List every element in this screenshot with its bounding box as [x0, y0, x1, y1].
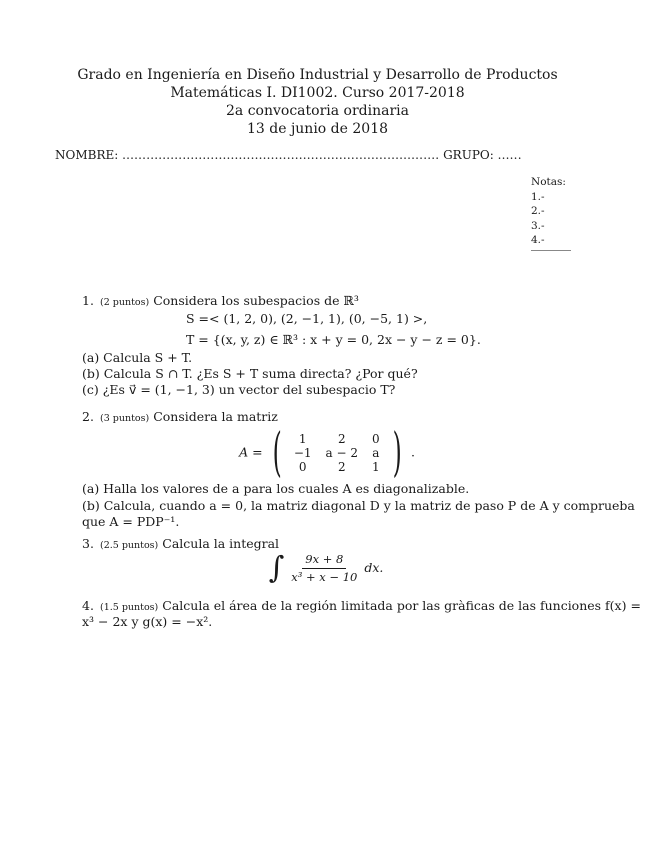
student-info-row — [55, 148, 522, 164]
subspace-S: S =< (1, 2, 0), (2, −1, 1), (0, −5, 1) >, — [186, 311, 428, 327]
problem-1-points: (2 puntos) — [99, 297, 150, 308]
subspace-T: T = {(x, y, z) ∈ ℝ³ : x + y = 0, 2x − y − z = 0}. — [186, 331, 481, 347]
integrand-denominator: x³ + x − 10 — [291, 570, 358, 585]
exam-date: 13 de junio de 2018 — [246, 121, 389, 137]
matrix-A: ( 1 2 0 −1 a − 2 a 0 2 1 ) — [272, 423, 402, 484]
problem-1-part-a: (a) Calcula S + T. — [82, 349, 193, 365]
grade-item-1: 1.- — [531, 190, 545, 203]
grade-item-4: 4.- — [531, 234, 545, 246]
problem-4-number: 4. — [82, 598, 94, 613]
grades-box — [531, 175, 571, 251]
problem-1 — [82, 293, 580, 399]
problem-2 — [82, 409, 635, 530]
matrix-cell: 2 — [337, 460, 346, 475]
matrix-cell: 0 — [298, 460, 307, 475]
matrix-cell: a — [372, 446, 380, 461]
degree-title: Grado en Ingeniería en Diseño Industrial y Desarrollo de Productos — [77, 67, 558, 83]
course-title: Matemáticas I. DI1002. Curso 2017-2018 — [170, 85, 465, 101]
problem-1-number: 1. — [82, 293, 94, 308]
problem-4-line1: Calcula el área de la región limitada por las gràficas de las funciones f(x) = — [162, 598, 641, 613]
group-field: ...... — [497, 148, 522, 162]
integrand-fraction — [288, 552, 360, 585]
matrix-end: . — [410, 444, 415, 460]
grades-divider — [531, 250, 571, 251]
matrix-equation — [74, 423, 580, 484]
integrand-numerator: 9x + 8 — [302, 552, 346, 569]
integral-expression — [72, 552, 580, 585]
grade-item-2: 2.- — [531, 205, 545, 217]
problem-1-part-b: (b) Calcula S ∩ T. ¿Es S + T suma directa? ¿Por qué? — [82, 366, 418, 382]
problem-3-number: 3. — [82, 536, 94, 551]
matrix-cell: 2 — [337, 432, 346, 447]
problem-2-number: 2. — [82, 409, 94, 424]
problem-2-part-b-line1: (b) Calcula, cuando a = 0, la matriz diagonal D y la matriz de paso P de A y comprueba — [82, 497, 635, 513]
problem-2-points: (3 puntos) — [99, 413, 150, 424]
exam-header — [0, 66, 635, 138]
matrix-cell: 1 — [298, 432, 307, 447]
problem-4-points: (1.5 puntos) — [99, 602, 159, 613]
matrix-cell: a − 2 — [325, 446, 359, 461]
name-label: NOMBRE: — [55, 148, 119, 162]
grades-title: Notas: — [531, 176, 566, 188]
problem-3-points: (2.5 puntos) — [99, 540, 159, 551]
problem-2-intro: Considera la matriz — [153, 409, 278, 424]
problem-4 — [82, 598, 641, 631]
problem-1-part-c: (c) ¿Es v⃗ = (1, −1, 3) un vector del subespacio T? — [82, 382, 396, 398]
matrix-lhs: A = — [239, 444, 263, 460]
problem-4-line2: x³ − 2x y g(x) = −x². — [82, 614, 213, 630]
problem-2-part-a: (a) Halla los valores de a para los cuales A es diagonalizable. — [82, 481, 470, 497]
problem-3-intro: Calcula la integral — [162, 536, 280, 551]
problem-1-intro: Considera los subespacios de ℝ³ — [153, 293, 359, 308]
matrix-cell: −1 — [293, 446, 312, 461]
exam-call: 2a convocatoria ordinaria — [226, 103, 409, 119]
integral-sign: ∫ — [268, 550, 285, 586]
grade-item-3: 3.- — [531, 219, 545, 232]
group-label: GRUPO: — [443, 148, 494, 162]
matrix-cell: 0 — [372, 432, 380, 447]
problem-3 — [82, 536, 580, 585]
name-field: ............................................................................... — [122, 148, 440, 162]
matrix-cell: 1 — [372, 460, 380, 475]
problem-2-part-b-line2: que A = PDP⁻¹. — [82, 513, 180, 529]
integral-differential: dx. — [364, 560, 384, 576]
